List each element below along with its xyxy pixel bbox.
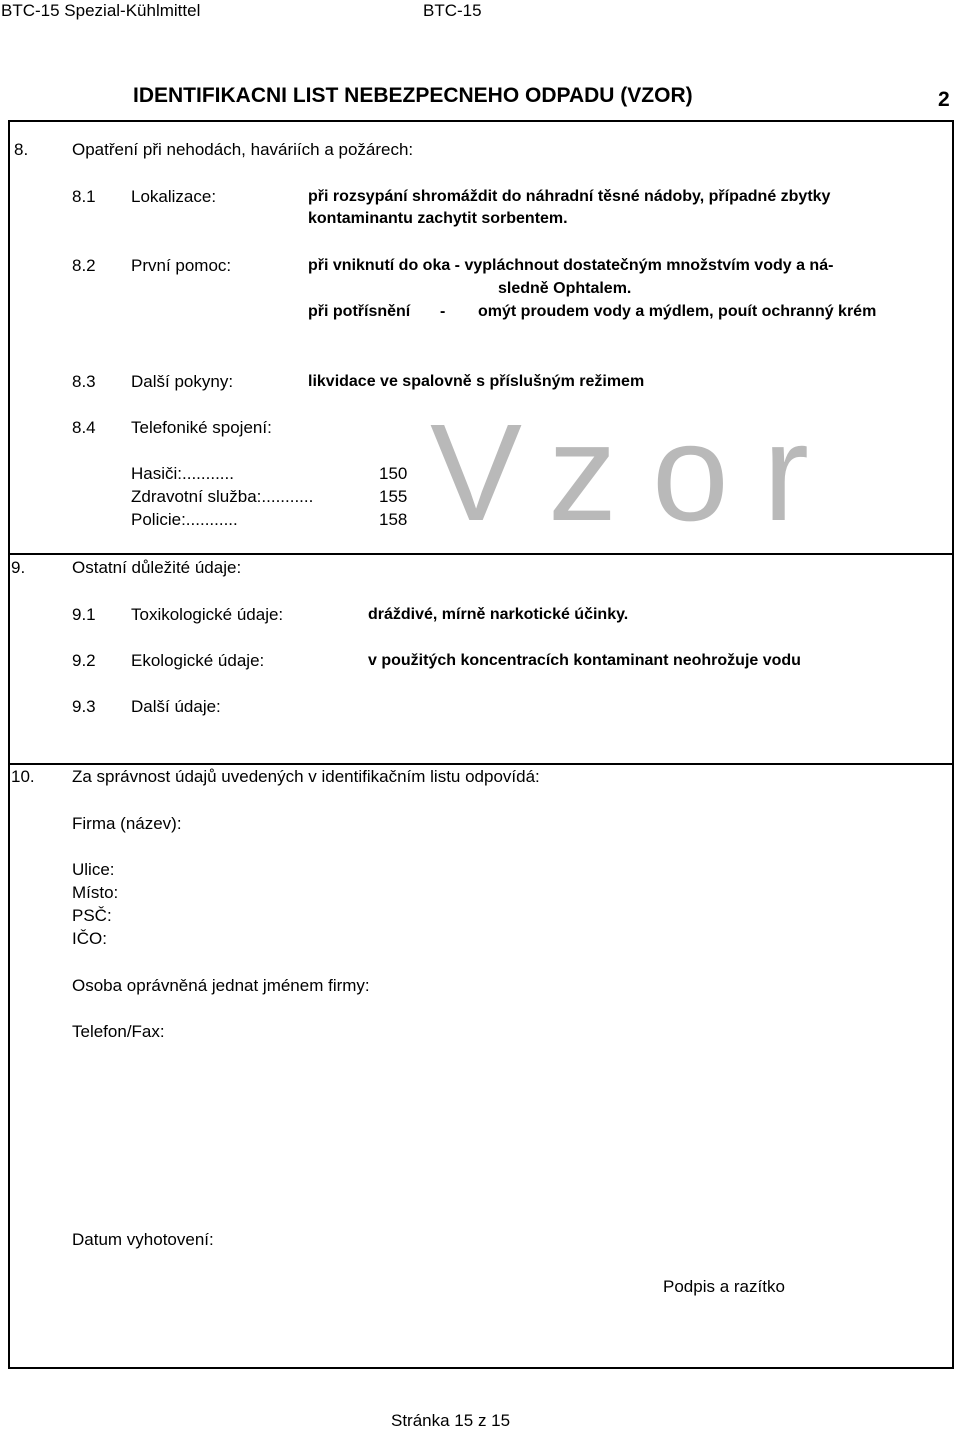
signature-stamp-label: Podpis a razítko [663, 1277, 785, 1296]
watermark-letter: o [652, 396, 729, 550]
watermark-letter: z [548, 396, 617, 550]
section-8-1-line1: při rozsypání shromáždit do náhradní těsné nádoby, případné zbytky [308, 188, 831, 205]
section-8-3-number: 8.3 [72, 372, 96, 391]
section-8-2-label: První pomoc: [131, 256, 232, 275]
section-8-2-line2: sledně Ophtalem. [498, 280, 632, 297]
section-8-2-line3-text: omýt proudem vody a mýdlem, pouít ochranný krém [478, 303, 877, 320]
section-10-title: Za správnost údajů uvedených v identifikačním listu odpovídá: [72, 767, 540, 786]
watermark-letter: r [763, 396, 809, 550]
section-8-2-line3-label: při potřísnění [308, 303, 411, 320]
phone-fax-label: Telefon/Fax: [72, 1022, 165, 1041]
section-9-number: 9. [11, 558, 26, 577]
street-label: Ulice: [72, 860, 115, 879]
contact-name-fire: Hasiči:........... [131, 464, 234, 483]
section-9-1-value: dráždivé, mírně narkotické účinky. [368, 606, 629, 623]
section-9-2-label: Ekologické údaje: [131, 651, 265, 670]
document-title: IDENTIFIKACNI LIST NEBEZPECNEHO ODPADU (VZOR) [133, 84, 693, 107]
section-9-2-value: v použitých koncentracích kontaminant neohrožuje vodu [368, 652, 801, 669]
postal-code-label: PSČ: [72, 906, 112, 925]
page-footer: Stránka 15 z 15 [391, 1411, 511, 1430]
section-9-1-label: Toxikologické údaje: [131, 605, 284, 624]
contact-number-ambulance: 155 [379, 487, 408, 506]
section-8-1-line2: kontaminantu zachytit sorbentem. [308, 210, 568, 227]
section-8-4-label: Telefoniké spojení: [131, 418, 272, 437]
watermark-vzor [430, 396, 830, 550]
section-8-1-label: Lokalizace: [131, 187, 217, 206]
section-8-2-line1: při vniknutí do oka - vypláchnout dostatečným množstvím vody a ná- [308, 257, 834, 274]
contact-name-ambulance: Zdravotní služba:........... [131, 487, 314, 506]
watermark-letter: V [430, 396, 523, 550]
section-9-3-label: Další údaje: [131, 697, 221, 716]
contact-number-fire: 150 [379, 464, 408, 483]
city-label: Místo: [72, 883, 119, 902]
section-8-3-value: likvidace ve spalovně s příslušným režimem [308, 373, 645, 390]
company-name-label: Firma (název): [72, 814, 182, 833]
section-9-3-number: 9.3 [72, 697, 96, 716]
section-8-3-label: Další pokyny: [131, 372, 234, 391]
section-9-title: Ostatní důležité údaje: [72, 558, 242, 577]
section-8-number: 8. [14, 140, 29, 159]
page-marker: 2 [938, 88, 950, 111]
section-10-box [8, 763, 954, 1369]
contact-number-police: 158 [379, 510, 408, 529]
section-8-2-number: 8.2 [72, 256, 96, 275]
authorized-person-label: Osoba oprávněná jednat jménem firmy: [72, 976, 370, 995]
header-left: BTC-15 Spezial-Kühlmittel [1, 1, 201, 20]
section-8-2-line3-dash: - [440, 303, 446, 320]
section-9-2-number: 9.2 [72, 651, 96, 670]
section-9-1-number: 9.1 [72, 605, 96, 624]
section-8-title: Opatření při nehodách, haváriích a požárech: [72, 140, 414, 159]
date-label: Datum vyhotovení: [72, 1230, 214, 1249]
section-8-1-number: 8.1 [72, 187, 96, 206]
contact-name-police: Policie:........... [131, 510, 238, 529]
section-10-number: 10. [11, 767, 35, 786]
company-id-label: IČO: [72, 929, 107, 948]
header-center: BTC-15 [423, 1, 482, 20]
section-8-4-number: 8.4 [72, 418, 96, 437]
